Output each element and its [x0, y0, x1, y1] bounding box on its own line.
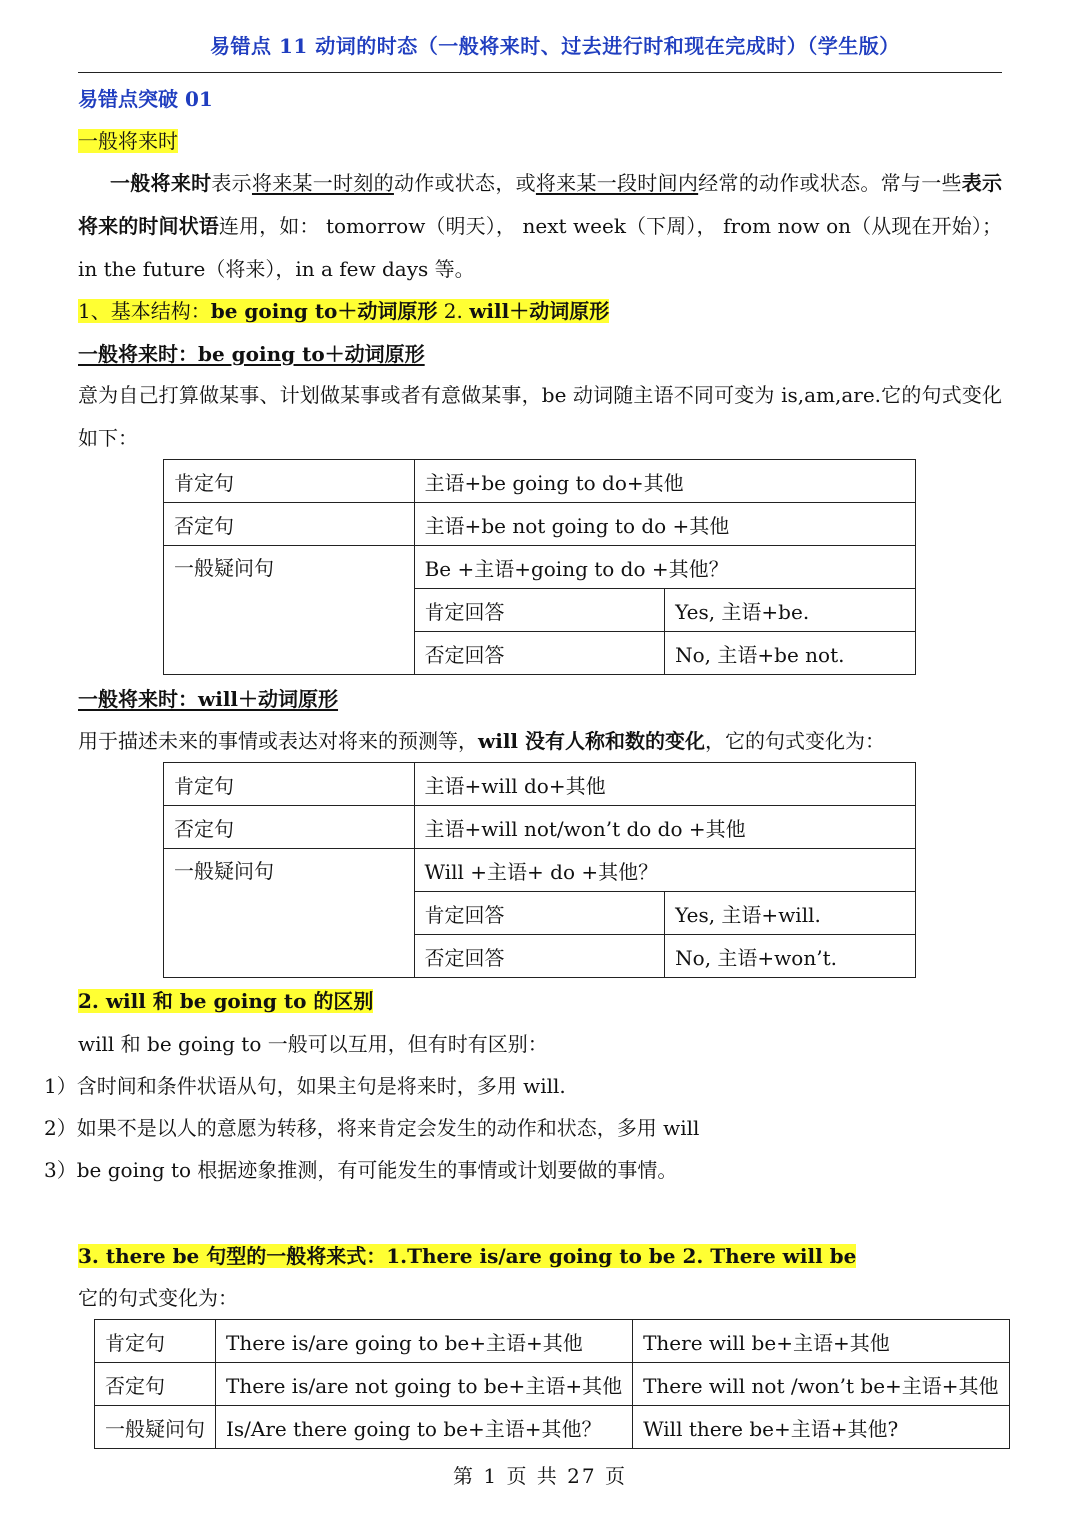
- difference-item-2: 2）如果不是以人的意愿为转移，将来肯定会发生的动作和状态，多用 will: [44, 1116, 700, 1140]
- difference-item-3: 3）be going to 根据迹象推测，有可能发生的事情或计划要做的事情。: [44, 1158, 678, 1182]
- page-header-title: 易错点 11 动词的时态（一般将来时、过去进行时和现在完成时）（学生版）: [210, 34, 900, 58]
- table-cell: Yes, 主语+be.: [665, 589, 916, 632]
- intro-underline-1: 将来某一时刻的: [251, 171, 394, 195]
- table-row: [95, 1363, 1010, 1406]
- difference-heading: [78, 986, 373, 1016]
- table-cell: Yes, 主语+will.: [665, 892, 916, 935]
- intro-text-2: 动作或状态，或: [393, 171, 536, 195]
- structure-prefix: 1、基本结构：: [78, 299, 211, 323]
- table-cell: 肯定句: [164, 460, 415, 503]
- table-cell: 否定回答: [414, 632, 665, 675]
- table-cell: There will be+主语+其他: [633, 1320, 1009, 1363]
- table-cell: Will there be+主语+其他?: [633, 1406, 1009, 1449]
- table-cell: Will +主语+ do +其他？: [414, 849, 915, 892]
- table-row: [164, 460, 916, 503]
- difference-heading-text: 2. will 和 be going to 的区别: [78, 989, 374, 1013]
- there-be-heading-text: 3. there be 句型的一般将来式：1.There is/are going to be 2. There will be: [78, 1244, 857, 1268]
- section-heading: [78, 126, 178, 156]
- will-desc-1: 用于描述未来的事情或表达对将来的预测等，: [78, 729, 478, 753]
- table-row: [164, 503, 916, 546]
- there-be-table: [94, 1319, 1010, 1449]
- going-to-table: [163, 459, 916, 675]
- section-heading-text: 一般将来时: [78, 129, 178, 153]
- table-cell: 主语+be not going to do +其他: [414, 503, 915, 546]
- will-heading: 一般将来时：will＋动词原形: [78, 687, 339, 711]
- going-to-heading: 一般将来时：be going to＋动词原形: [78, 342, 425, 366]
- structure-going-to: be going to＋动词原形: [210, 299, 438, 323]
- will-table: [163, 762, 916, 978]
- intro-bold: 表示将来的时间状语: [78, 171, 1003, 238]
- structure-will: will＋动词原形: [469, 299, 610, 323]
- section-title: 易错点突破 01: [78, 87, 213, 111]
- table-cell: There will not /won’t be+主语+其他: [633, 1363, 1009, 1406]
- intro-paragraph: [78, 162, 1002, 291]
- table-cell: Is/Are there going to be+主语+其他？: [216, 1406, 633, 1449]
- table-cell: 否定句: [95, 1363, 216, 1406]
- table-cell: 主语+will do+其他: [414, 763, 915, 806]
- will-desc-bold: will 没有人称和数的变化: [478, 729, 705, 753]
- structure-mid: 2.: [437, 299, 470, 323]
- table-cell: 肯定回答: [414, 892, 665, 935]
- page-number: 第 1 页 共 27 页: [453, 1464, 627, 1488]
- table-cell: 否定回答: [414, 935, 665, 978]
- table-cell: 否定句: [164, 806, 415, 849]
- difference-intro: will 和 be going to 一般可以互用，但有时有区别：: [78, 1032, 548, 1056]
- table-cell: 肯定句: [164, 763, 415, 806]
- basic-structure: [78, 296, 609, 326]
- table-cell: 一般疑问句: [95, 1406, 216, 1449]
- there-be-description: 它的句式变化为：: [78, 1286, 238, 1310]
- table-cell: No, 主语+won’t.: [665, 935, 916, 978]
- table-cell: 一般疑问句: [164, 546, 415, 675]
- will-desc-2: ，它的句式变化为：: [704, 729, 885, 753]
- table-row: [164, 546, 916, 589]
- will-description: [78, 726, 885, 756]
- table-row: [164, 806, 916, 849]
- table-cell: No, 主语+be not.: [665, 632, 916, 675]
- difference-item-1: 1）含时间和条件状语从句，如果主句是将来时，多用 will.: [44, 1074, 566, 1098]
- there-be-heading: [78, 1241, 856, 1271]
- table-row: [95, 1406, 1010, 1449]
- table-row: [95, 1320, 1010, 1363]
- table-cell: 否定句: [164, 503, 415, 546]
- table-cell: 肯定句: [95, 1320, 216, 1363]
- table-cell: 肯定回答: [414, 589, 665, 632]
- intro-term: 一般将来时: [110, 171, 212, 195]
- table-cell: 主语+will not/won’t do do +其他: [414, 806, 915, 849]
- intro-underline-2: 将来某一段时间内: [535, 171, 699, 195]
- table-row: [164, 763, 916, 806]
- intro-text-4: 连用，如： tomorrow（明天）， next week（下周）， from now on（从现在开始）；in the future（将来），in a few days 等。: [78, 214, 1003, 281]
- table-cell: 主语+be going to do+其他: [414, 460, 915, 503]
- table-cell: 一般疑问句: [164, 849, 415, 978]
- table-cell: There is/are going to be+主语+其他: [216, 1320, 633, 1363]
- table-cell: There is/are not going to be+主语+其他: [216, 1363, 633, 1406]
- intro-text-1: 表示: [211, 171, 252, 195]
- going-to-description: 意为自己打算做某事、计划做某事或者有意做某事，be 动词随主语不同可变为 is,am,are.它的句式变化如下：: [78, 383, 1002, 450]
- table-row: [164, 849, 916, 892]
- table-cell: Be +主语+going to do +其他？: [414, 546, 915, 589]
- header-divider: [78, 72, 1002, 73]
- intro-text-3: 经常的动作或状态。常与一些: [698, 171, 962, 195]
